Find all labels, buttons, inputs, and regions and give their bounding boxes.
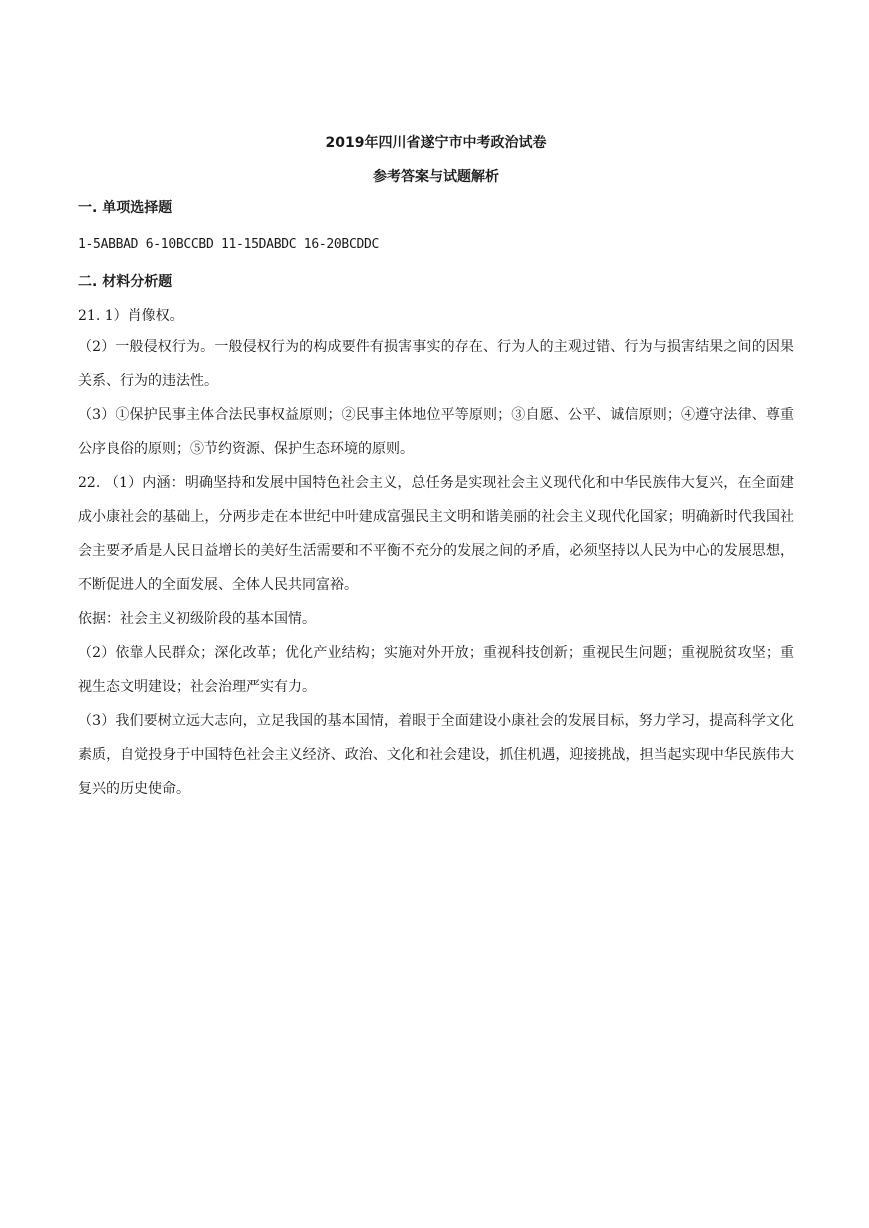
answer-paragraph-22-3: （3）我们要树立远大志向，立足我国的基本国情，着眼于全面建设小康社会的发展目标，努力学习，提高科学文化素质，自觉投身于中国特色社会主义经济、政治、文化和社会建设，抓住机遇，迎接挑战，担当起实现中华民族伟大复兴的历史使命。	[78, 713, 794, 797]
document-title: 2019年四川省遂宁市中考政治试卷	[325, 135, 547, 151]
answer-paragraph-22-2: （2）依靠人民群众；深化改革；优化产业结构；实施对外开放；重视科技创新；重视民生问题；重视脱贫攻坚；重视生态文明建设；社会治理严实有力。	[78, 645, 794, 695]
answer-paragraph-22-basis: 依据：社会主义初级阶段的基本国情。	[78, 611, 316, 627]
answer-paragraph-22-1: 22. （1）内涵：明确坚持和发展中国特色社会主义，总任务是实现社会主义现代化和中华民族伟大复兴，在全面建成小康社会的基础上，分两步走在本世纪中叶建成富强民主文明和谐美丽的社会主义现代化国家；明确新时代我国社会主要矛盾是人民日益增长的美好生活需要和不平衡不充分的发展之间的矛盾，必须坚持以人民为中心的发展思想，不断促进人的全面发展、全体人民共同富裕。	[78, 475, 794, 593]
answer-key-line: 1-5ABBAD 6-10BCCBD 11-15DABDC 16-20BCDDC	[78, 237, 380, 252]
answer-paragraph-21-3: （3）①保护民事主体合法民事权益原则；②民事主体地位平等原则；③自愿、公平、诚信原则；④遵守法律、尊重公序良俗的原则；⑤节约资源、保护生态环境的原则。	[78, 407, 794, 457]
document-subtitle: 参考答案与试题解析	[373, 169, 499, 185]
document-content	[78, 133, 794, 806]
section-heading-single-choice: 一. 单项选择题	[78, 200, 173, 216]
answer-paragraph-21-2: （2）一般侵权行为。一般侵权行为的构成要件有损害事实的存在、行为人的主观过错、行为与损害结果之间的因果关系、行为的违法性。	[78, 339, 794, 389]
section-heading-material-analysis: 二. 材料分析题	[78, 274, 173, 290]
answer-paragraph-21-1: 21. 1）肖像权。	[78, 308, 184, 324]
